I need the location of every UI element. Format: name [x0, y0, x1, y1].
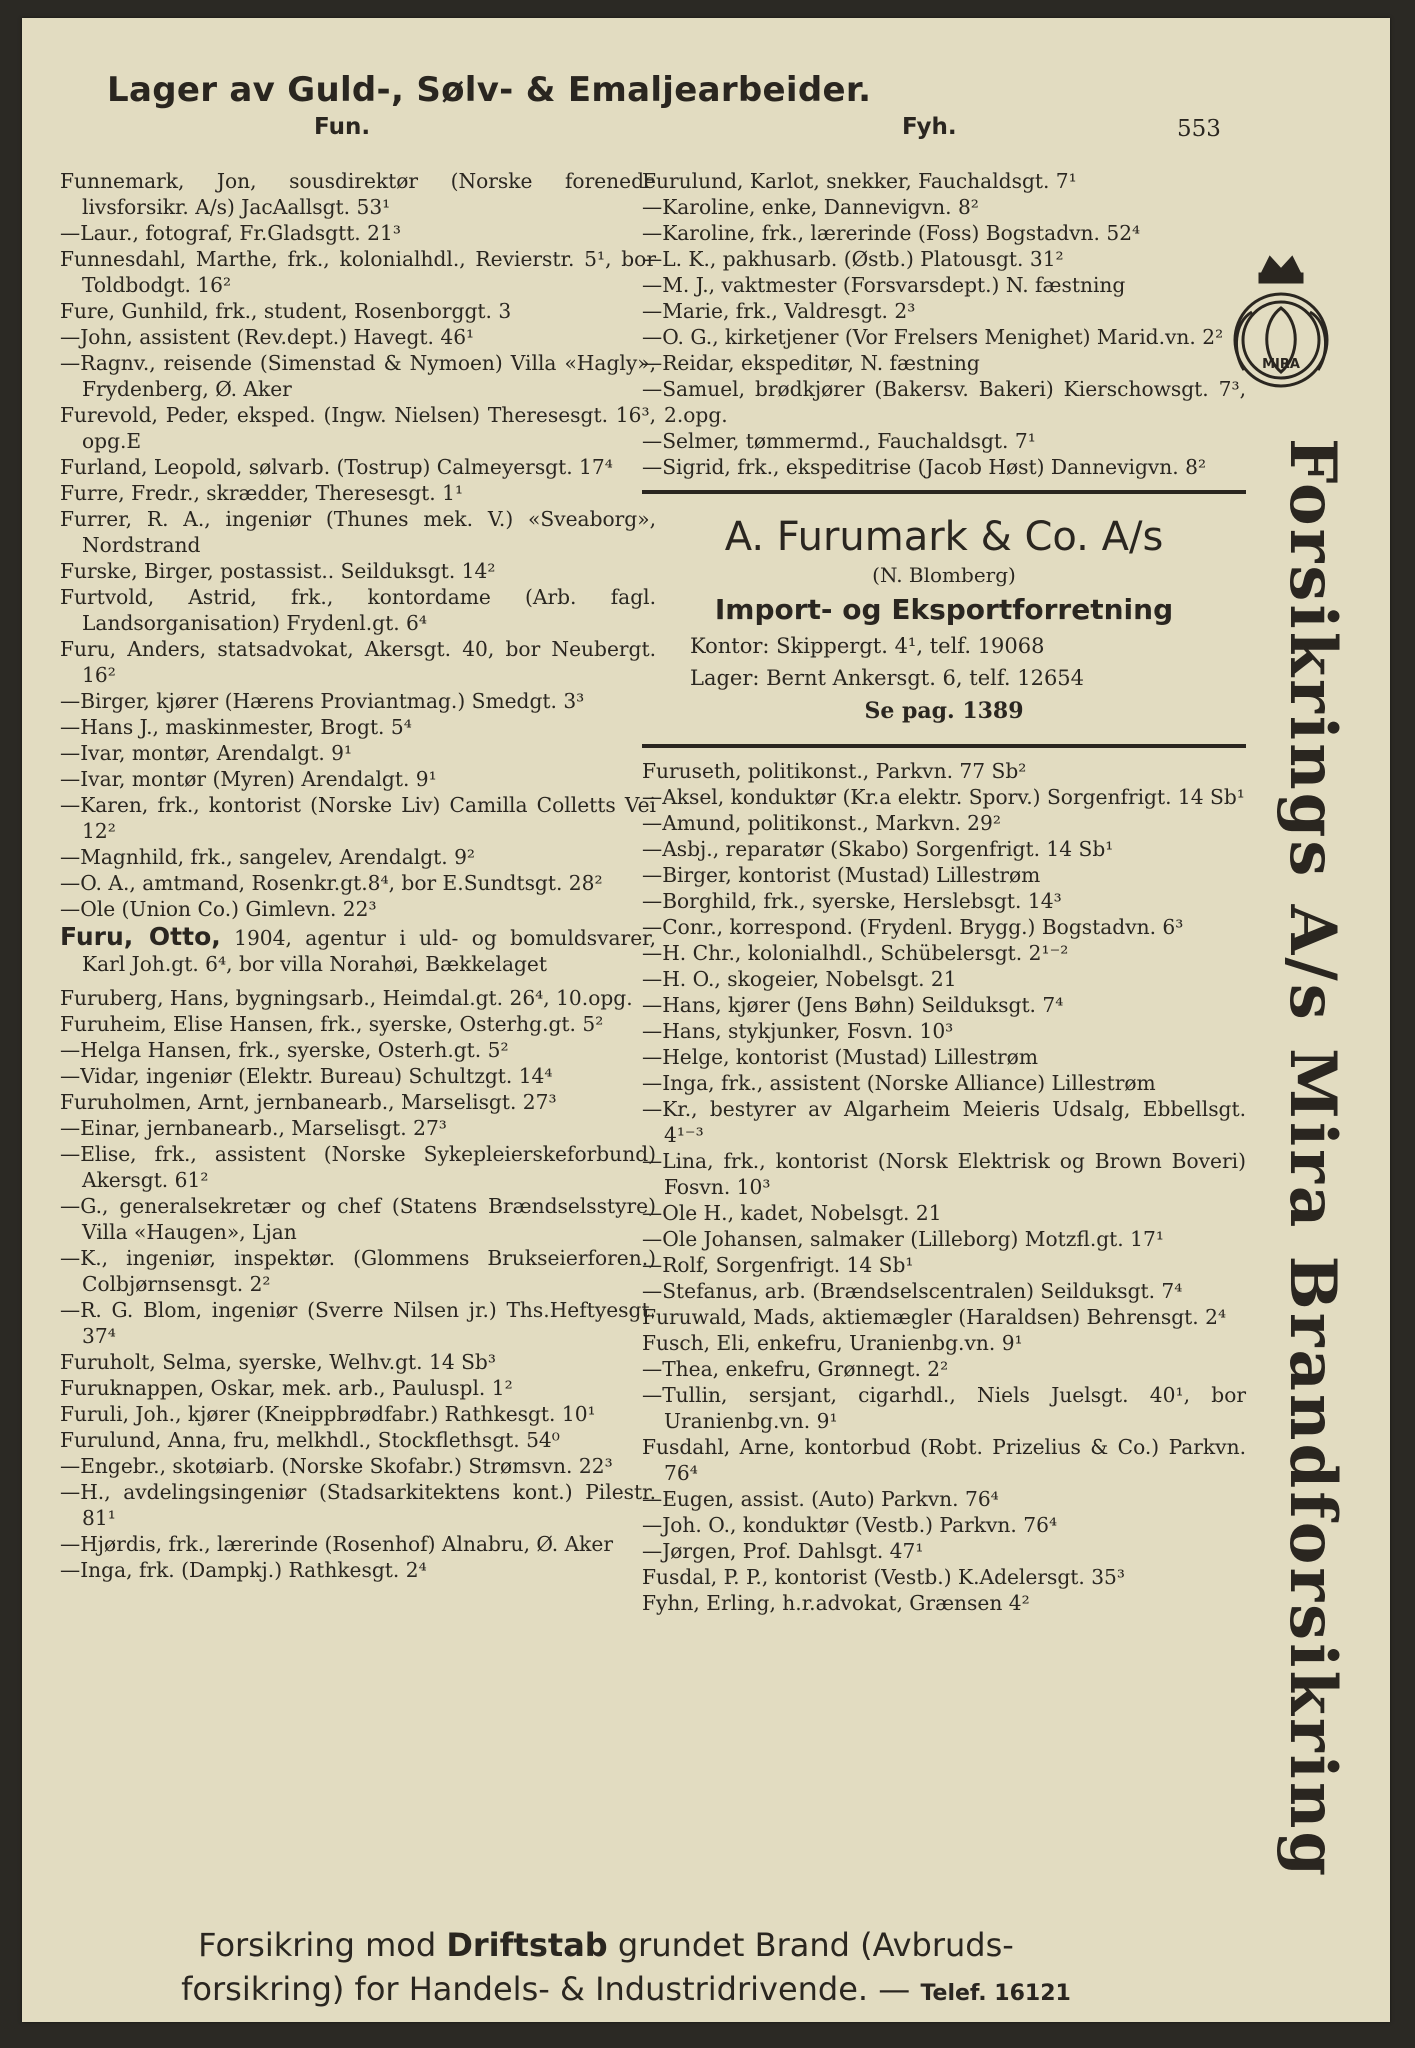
- directory-entry: —John, assistent (Rev.dept.) Havegt. 46¹: [60, 325, 475, 349]
- directory-entry: —Sigrid, frk., ekspeditrise (Jacob Høst) Dannevigvn. 8²: [642, 455, 1207, 479]
- right-entries-top: [642, 168, 1246, 480]
- directory-entry: Furuholt, Selma, syerske, Welhv.gt. 14 Sb³: [60, 1350, 496, 1374]
- ad-see-page: Se pag. 1389: [864, 698, 1024, 724]
- directory-entry: —G., generalsekretær og chef (Statens Brændselsstyre) Villa «Haugen», Ljan: [60, 1194, 656, 1244]
- directory-entry: —Tullin, sersjant, cigarhdl., Niels Juelsgt. 40¹, bor Uranienbg.vn. 9¹: [642, 1383, 1246, 1433]
- directory-entry: —Marie, frk., Valdresgt. 2³: [642, 299, 916, 323]
- directory-entry: Furre, Fredr., skrædder, Theresesgt. 1¹: [60, 481, 464, 505]
- directory-entry: —Vidar, ingeniør (Elektr. Bureau) Schultzgt. 14⁴: [60, 1064, 553, 1088]
- directory-entry: Fure, Gunhild, frk., student, Rosenborggt. 3: [60, 299, 512, 323]
- directory-entry: —Inga, frk., assistent (Norske Alliance) Lillestrøm: [642, 1071, 1156, 1095]
- right-column: [642, 168, 1246, 1616]
- directory-entry: Furuknappen, Oskar, mek. arb., Pauluspl. 1²: [60, 1376, 513, 1400]
- entry-bold-name: Furu, Otto,: [60, 922, 221, 951]
- directory-entry: Furu, Anders, statsadvokat, Akersgt. 40, bor Neubergt. 16²: [60, 637, 656, 687]
- directory-entry: —Birger, kontorist (Mustad) Lillestrøm: [642, 863, 1041, 887]
- directory-entry: —Magnhild, frk., sangelev, Arendalgt. 9²: [60, 845, 476, 869]
- directory-entry: —Hjørdis, frk., lærerinde (Rosenhof) Alnabru, Ø. Aker: [60, 1532, 614, 1556]
- directory-entry: —Selmer, tømmermd., Fauchaldsgt. 7¹: [642, 429, 1036, 453]
- directory-entry: —Borghild, frk., syerske, Herslebsgt. 14³: [642, 889, 1062, 913]
- directory-entry: —R. G. Blom, ingeniør (Sverre Nilsen jr.) Ths.Heftyesgt. 37⁴: [60, 1298, 656, 1348]
- directory-entry: —Einar, jernbanearb., Marselisgt. 27³: [60, 1116, 447, 1140]
- directory-entry: —H. O., skogeier, Nobelsgt. 21: [642, 967, 957, 991]
- footer-line1-b: grundet Brand (Avbruds-: [607, 1926, 1014, 1964]
- directory-entry: Furtvold, Astrid, frk., kontordame (Arb. fagl. Landsorganisation) Frydenl.gt. 6⁴: [60, 585, 656, 635]
- directory-entry: Furuheim, Elise Hansen, frk., syerske, Osterhg.gt. 5²: [60, 1012, 604, 1036]
- footer-line1-bold: Driftstab: [446, 1926, 608, 1964]
- directory-entry: —Kr., bestyrer av Algarheim Meieris Udsalg, Ebbellsgt. 4¹⁻³: [642, 1097, 1246, 1147]
- directory-entry: Furulund, Karlot, snekker, Fauchaldsgt. 7¹: [642, 169, 1077, 193]
- directory-entry: —Eugen, assist. (Auto) Parkvn. 76⁴: [642, 1487, 999, 1511]
- directory-entry: Fusch, Eli, enkefru, Uranienbg.vn. 9¹: [642, 1331, 1023, 1355]
- directory-entry: —H., avdelingsingeniør (Stadsarkitektens kont.) Pilestr. 81¹: [60, 1480, 656, 1530]
- directory-entry: Furuberg, Hans, bygningsarb., Heimdal.gt. 26⁴, 10.opg.: [60, 986, 633, 1010]
- directory-entry: —Laur., fotograf, Fr.Gladsgtt. 21³: [60, 221, 401, 245]
- footer-line-2: [0, 1970, 1310, 2008]
- directory-entry: —Lina, frk., kontorist (Norsk Elektrisk og Brown Boveri) Fosvn. 10³: [642, 1149, 1246, 1199]
- directory-entry: —H. Chr., kolonialhdl., Schübelersgt. 2¹⁻²: [642, 941, 1069, 965]
- footer-line1-a: Forsikring mod: [198, 1926, 447, 1964]
- directory-entry: —Hans J., maskinmester, Brogt. 5⁴: [60, 715, 412, 739]
- left-entries-1: [60, 168, 656, 922]
- directory-entry: —Inga, frk. (Dampkj.) Rathkesgt. 2⁴: [60, 1558, 427, 1582]
- right-entries-bottom: [642, 758, 1246, 1616]
- directory-entry: Fyhn, Erling, h.r.advokat, Grænsen 4²: [642, 1591, 1030, 1615]
- page-header-title: Lager av Guld-, Sølv- & Emaljearbeider.: [107, 70, 872, 110]
- directory-entry: —K., ingeniør, inspektør. (Glommens Brukseierforen.) Colbjørnsensgt. 2²: [60, 1246, 656, 1296]
- directory-entry: —Engebr., skotøiarb. (Norske Skofabr.) Strømsvn. 22³: [60, 1454, 613, 1478]
- directory-entry: —Samuel, brødkjører (Bakersv. Bakeri) Kierschowsgt. 7³, 2.opg.: [642, 377, 1246, 427]
- directory-entry: —Ole (Union Co.) Gimlevn. 22³: [60, 897, 377, 921]
- entry-bold-text: 1904, agentur i uld- og bomuldsvarer, Karl Joh.gt. 6⁴, bor villa Norahøi, Bækkelaget: [82, 926, 657, 976]
- directory-entry: Furske, Birger, postassist.. Seilduksgt. 14²: [60, 559, 496, 583]
- side-banner-text: Forsikrings A/s Mira Brandforsikring: [1275, 438, 1350, 1880]
- directory-entry: Furland, Leopold, sølvarb. (Tostrup) Calmeyersgt. 17⁴: [60, 455, 613, 479]
- directory-entry: Furevold, Peder, eksped. (Ingw. Nielsen) Theresesgt. 16³, opg.E: [60, 403, 656, 453]
- directory-entry: —Thea, enkefru, Grønnegt. 2²: [642, 1357, 949, 1381]
- directory-entry: Furuli, Joh., kjører (Kneippbrødfabr.) Rathkesgt. 10¹: [60, 1402, 596, 1426]
- left-column: [60, 168, 656, 1583]
- directory-entry: Furulund, Anna, fru, melkhdl., Stockflethsgt. 54⁰: [60, 1428, 560, 1452]
- directory-entry: —L. K., pakhusarb. (Østb.) Platousgt. 31²: [642, 247, 1064, 271]
- directory-entry: Furrer, R. A., ingeniør (Thunes mek. V.) «Sveaborg», Nordstrand: [60, 507, 656, 557]
- ad-manager: (N. Blomberg): [872, 563, 1016, 587]
- directory-page: [22, 18, 1390, 2022]
- directory-entry: —Helge, kontorist (Mustad) Lillestrøm: [642, 1045, 1038, 1069]
- ad-company-name: A. Furumark & Co. A/s: [724, 514, 1164, 560]
- directory-entry: —Hans, stykjunker, Fosvn. 10³: [642, 1019, 954, 1043]
- ad-warehouse: Lager: Bernt Ankersgt. 6, telf. 12654: [690, 666, 1085, 690]
- directory-entry: —Ivar, montør, Arendalgt. 9¹: [60, 741, 353, 765]
- logo-text: MIRA: [1262, 357, 1300, 372]
- directory-entry: —Ole H., kadet, Nobelsgt. 21: [642, 1201, 942, 1225]
- directory-entry: Furuseth, politikonst., Parkvn. 77 Sb²: [642, 759, 1027, 783]
- page-number: 553: [1177, 116, 1221, 142]
- directory-entry: —Elise, frk., assistent (Norske Sykepleierskeforbund) Akersgt. 61²: [60, 1142, 656, 1192]
- directory-entry: Furuholmen, Arnt, jernbanearb., Marselisgt. 27³: [60, 1090, 557, 1114]
- directory-entry: —Karen, frk., kontorist (Norske Liv) Camilla Colletts Vei 12²: [60, 793, 656, 843]
- directory-entry: —Ragnv., reisende (Simenstad & Nymoen) Villa «Hagly», Frydenberg, Ø. Aker: [60, 351, 656, 401]
- directory-entry: —M. J., vaktmester (Forsvarsdept.) N. fæstning: [642, 273, 1126, 297]
- ad-office: Kontor: Skippergt. 4¹, telf. 19068: [690, 634, 1045, 658]
- footer-line-1: [0, 1926, 1290, 1964]
- directory-entry: —Jørgen, Prof. Dahlsgt. 47¹: [642, 1539, 924, 1563]
- directory-entry: —O. G., kirketjener (Vor Frelsers Menighet) Marid.vn. 2²: [642, 325, 1224, 349]
- directory-entry: —Ivar, montør (Myren) Arendalgt. 9¹: [60, 767, 437, 791]
- guide-word-right: Fyh.: [902, 114, 957, 140]
- directory-entry: —Karoline, frk., lærerinde (Foss) Bogstadvn. 52⁴: [642, 221, 1141, 245]
- directory-entry: —Joh. O., konduktør (Vestb.) Parkvn. 76⁴: [642, 1513, 1058, 1537]
- directory-entry: Funnemark, Jon, sousdirektør (Norske forenede livsforsikr. A/s) JacAallsgt. 53¹: [60, 169, 656, 219]
- directory-entry: —Amund, politikonst., Markvn. 29²: [642, 811, 1001, 835]
- advertisement-furumark: [642, 490, 1246, 748]
- directory-entry: Fusdal, P. P., kontorist (Vestb.) K.Adelersgt. 35³: [642, 1565, 1125, 1589]
- directory-entry: —Conr., korrespond. (Frydenl. Brygg.) Bogstadvn. 6³: [642, 915, 1184, 939]
- directory-entry: —Stefanus, arb. (Brændselscentralen) Seilduksgt. 7⁴: [642, 1279, 1183, 1303]
- directory-entry: —Hans, kjører (Jens Bøhn) Seilduksgt. 7⁴: [642, 993, 1064, 1017]
- entry-bold-furu-otto: [60, 924, 656, 977]
- directory-entry: —Asbj., reparatør (Skabo) Sorgenfrigt. 14 Sb¹: [642, 837, 1114, 861]
- directory-entry: —Birger, kjører (Hærens Proviantmag.) Smedgt. 3³: [60, 689, 585, 713]
- directory-entry: —Karoline, enke, Dannevigvn. 8²: [642, 195, 979, 219]
- footer-line2-text: forsikring) for Handels- & Industridrivende. —: [181, 1970, 921, 2008]
- mira-crest-icon: [1222, 252, 1340, 412]
- directory-entry: Funnesdahl, Marthe, frk., kolonialhdl., Revierstr. 5¹, bor Toldbodgt. 16²: [60, 247, 656, 297]
- directory-entry: —Ole Johansen, salmaker (Lilleborg) Motzfl.gt. 17¹: [642, 1227, 1164, 1251]
- directory-entry: —Rolf, Sorgenfrigt. 14 Sb¹: [642, 1253, 914, 1277]
- directory-entry: —Reidar, ekspeditør, N. fæstning: [642, 351, 980, 375]
- left-entries-2: [60, 985, 656, 1583]
- ad-business: Import- og Eksportforretning: [714, 593, 1174, 626]
- directory-entry: Furuwald, Mads, aktiemægler (Haraldsen) Behrensgt. 2⁴: [642, 1305, 1227, 1329]
- guide-word-left: Fun.: [314, 114, 371, 140]
- directory-entry: —Helga Hansen, frk., syerske, Osterh.gt. 5²: [60, 1038, 509, 1062]
- footer-telephone: Telef. 16121: [920, 1981, 1071, 2006]
- directory-entry: Fusdahl, Arne, kontorbud (Robt. Prizelius & Co.) Parkvn. 76⁴: [642, 1435, 1246, 1485]
- directory-entry: —O. A., amtmand, Rosenkr.gt.8⁴, bor E.Sundtsgt. 28²: [60, 871, 603, 895]
- directory-entry: —Aksel, konduktør (Kr.a elektr. Sporv.) Sorgenfrigt. 14 Sb¹: [642, 785, 1245, 809]
